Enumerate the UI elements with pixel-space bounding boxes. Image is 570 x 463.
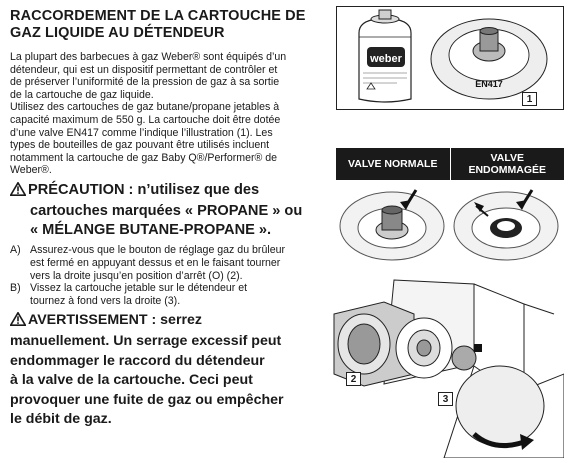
warning-line: AVERTISSEMENT : serrez bbox=[28, 311, 202, 328]
valve-standard-label: EN417 bbox=[475, 79, 503, 89]
warning-triangle-icon bbox=[10, 182, 28, 202]
step-a: A) Assurez-vous que le bouton de réglage gaz du brûleur est fermé en appuyant dessus et en le faisant tourner vers la droite jusqu’en position d’arrêt (O) (2). bbox=[10, 243, 286, 282]
damaged-valve-illustration bbox=[454, 190, 558, 260]
caution-line: cartouches marquées « PROPANE » ou bbox=[30, 202, 303, 219]
label-valve-damaged: VALVE ENDOMMAGÉE bbox=[468, 152, 547, 176]
caution-block bbox=[10, 181, 328, 240]
can-brand: weber bbox=[370, 53, 402, 65]
warning-triangle-icon bbox=[10, 312, 28, 333]
valve-labels-bar bbox=[336, 148, 564, 180]
figure-regulator-connection bbox=[324, 274, 564, 458]
warning-line: le débit de gaz. bbox=[10, 411, 112, 428]
warning-line: manuellement. Un serrage excessif peut bbox=[10, 333, 282, 350]
page-title: RACCORDEMENT DE LA CARTOUCHE DE GAZ LIQUIDE AU DÉTENDEUR bbox=[10, 8, 306, 41]
intro-paragraph: La plupart des barbecues à gaz Weber® sont équipés d’un détendeur, qui est un dispositif permettant de contrôler et de préserver l’uniformité de la pression de gaz à sa sortie de la cartouche de gaz liquide. Utilisez des cartouches de gaz butane/propane jetables à capacité maximum de 550 g. La cartouche doit être dotée d’une valve EN417 comme l’indique l’illustration (1). Les types de bouteilles de gaz pouvant être utilisés incluent notamment la cartouche de gaz Baby Q®/Performer® de Weber®. bbox=[10, 51, 287, 177]
figure-cartridge bbox=[336, 6, 564, 110]
warning-line: à la valve de la cartouche. Ceci peut bbox=[10, 372, 253, 389]
label-valve-normal: VALVE NORMALE bbox=[348, 158, 438, 170]
normal-valve-illustration bbox=[340, 190, 444, 260]
callout-1: 1 bbox=[522, 92, 537, 106]
caution-line: « MÉLANGE BUTANE-PROPANE ». bbox=[30, 221, 272, 238]
steps-list bbox=[10, 244, 328, 308]
warning-line: provoquer une fuite de gaz ou empêcher bbox=[10, 391, 284, 408]
caution-line: PRÉCAUTION : n’utilisez que des bbox=[28, 181, 260, 198]
callout-3: 3 bbox=[438, 392, 453, 406]
warning-line: endommager le raccord du détendeur bbox=[10, 352, 265, 369]
step-b: B) Vissez la cartouche jetable sur le détendeur et tournez à fond vers la droite (3). bbox=[10, 282, 248, 308]
warning-block bbox=[10, 311, 328, 430]
regulator-illustration bbox=[324, 274, 564, 458]
instructions-column bbox=[10, 8, 328, 430]
figure-valve-comparison bbox=[336, 180, 564, 268]
callout-2: 2 bbox=[346, 372, 361, 386]
